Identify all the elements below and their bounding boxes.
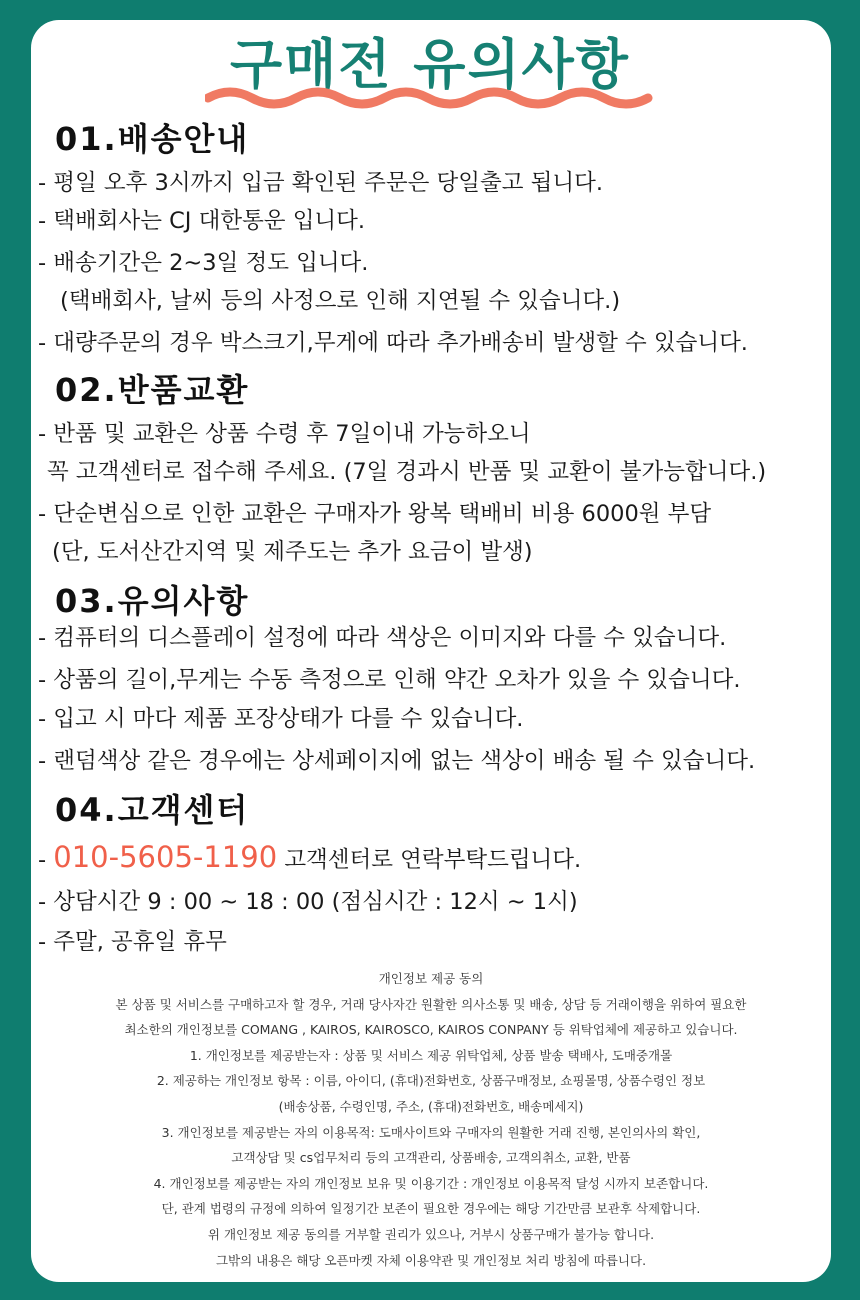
notes-line: - 상품의 길이,무게는 수동 측정으로 인해 약간 오차가 있을 수 있습니다. [38, 667, 741, 693]
privacy-consent-block [31, 966, 831, 1273]
cs-phone-line [38, 841, 581, 876]
returns-line: 꼭 고객센터로 접수해 주세요. (7일 경과시 반품 및 교환이 불가능합니다.) [47, 459, 767, 485]
cs-hours-line: - 상담시간 9 : 00 ~ 18 : 00 (점심시간 : 12시 ~ 1시) [38, 889, 578, 915]
cs-phone-suffix: 고객센터로 연락부탁드립니다. [277, 847, 582, 873]
privacy-line: (배송상품, 수령인명, 주소, (휴대)전화번호, 배송메세지) [278, 1098, 584, 1114]
cs-phone-prefix: - [38, 847, 54, 873]
privacy-line: 3. 개인정보를 제공받는 자의 이용목적: 도매사이트와 구매자의 원활한 거래 진행, 본인의사의 확인, [161, 1124, 701, 1140]
privacy-line: 그밖의 내용은 해당 오픈마켓 자체 이용약관 및 개인정보 처리 방침에 따릅니다. [215, 1252, 647, 1268]
cs-phone-number[interactable]: 010-5605-1190 [53, 840, 278, 874]
notes-line: - 입고 시 마다 제품 포장상태가 다를 수 있습니다. [38, 706, 524, 732]
shipping-line: - 평일 오후 3시까지 입금 확인된 주문은 당일출고 됩니다. [38, 170, 603, 196]
section-heading-shipping: 01.배송안내 [55, 120, 250, 158]
privacy-line: 1. 개인정보를 제공받는자 : 상품 및 서비스 제공 위탁업체, 상품 발송 택배사, 도매중개몰 [189, 1047, 673, 1063]
cs-holiday-line: - 주말, 공휴일 휴무 [38, 929, 227, 955]
notes-line: - 랜덤색상 같은 경우에는 상세페이지에 없는 색상이 배송 될 수 있습니다. [38, 748, 756, 774]
returns-line: (단, 도서산간지역 및 제주도는 추가 요금이 발생) [52, 539, 533, 565]
privacy-line: 본 상품 및 서비스를 구매하고자 할 경우, 거래 당사자간 원활한 의사소통 및 배송, 상담 등 거래이행을 위하여 필요한 [115, 996, 747, 1012]
returns-line: - 단순변심으로 인한 교환은 구매자가 왕복 택배비 비용 6000원 부담 [38, 501, 712, 527]
title-underline-wave [205, 86, 655, 110]
notes-line: - 컴퓨터의 디스플레이 설정에 따라 색상은 이미지와 다를 수 있습니다. [38, 625, 727, 651]
privacy-line: 2. 제공하는 개인정보 항목 : 이름, 아이디, (휴대)전화번호, 상품구매정보, 쇼핑몰명, 상품수령인 정보 [156, 1073, 706, 1089]
privacy-line: 위 개인정보 제공 동의를 거부할 권리가 있으나, 거부시 상품구매가 불가능 합니다. [207, 1226, 655, 1242]
page-title: 구매전 유의사항 [230, 33, 630, 96]
section-heading-cs: 04.고객센터 [55, 791, 250, 829]
section-heading-notes: 03.유의사항 [55, 582, 250, 620]
shipping-line: - 택배회사는 CJ 대한통운 입니다. [38, 208, 366, 234]
privacy-line: 4. 개인정보를 제공받는 자의 개인정보 보유 및 이용기간 : 개인정보 이용목적 달성 시까지 보존합니다. [153, 1175, 709, 1191]
shipping-line: (택배회사, 날씨 등의 사정으로 인해 지연될 수 있습니다.) [60, 288, 621, 314]
privacy-title: 개인정보 제공 동의 [378, 971, 484, 986]
privacy-line: 고객상담 및 cs업무처리 등의 고객관리, 상품배송, 고객의취소, 교환, 반품 [231, 1150, 631, 1166]
shipping-line: - 대량주문의 경우 박스크기,무게에 따라 추가배송비 발생할 수 있습니다. [38, 330, 748, 356]
shipping-line: - 배송기간은 2~3일 정도 입니다. [38, 250, 369, 276]
privacy-line: 단, 관계 법령의 규정에 의하여 일정기간 보존이 필요한 경우에는 해당 기간만큼 보관후 삭제합니다. [161, 1201, 701, 1217]
section-heading-returns: 02.반품교환 [55, 371, 250, 409]
privacy-line: 최소한의 개인정보를 COMANG , KAIROS, KAIROSCO, KAIROS CONPANY 등 위탁업체에 제공하고 있습니다. [124, 1022, 738, 1038]
returns-line: - 반품 및 교환은 상품 수령 후 7일이내 가능하오니 [38, 421, 531, 447]
